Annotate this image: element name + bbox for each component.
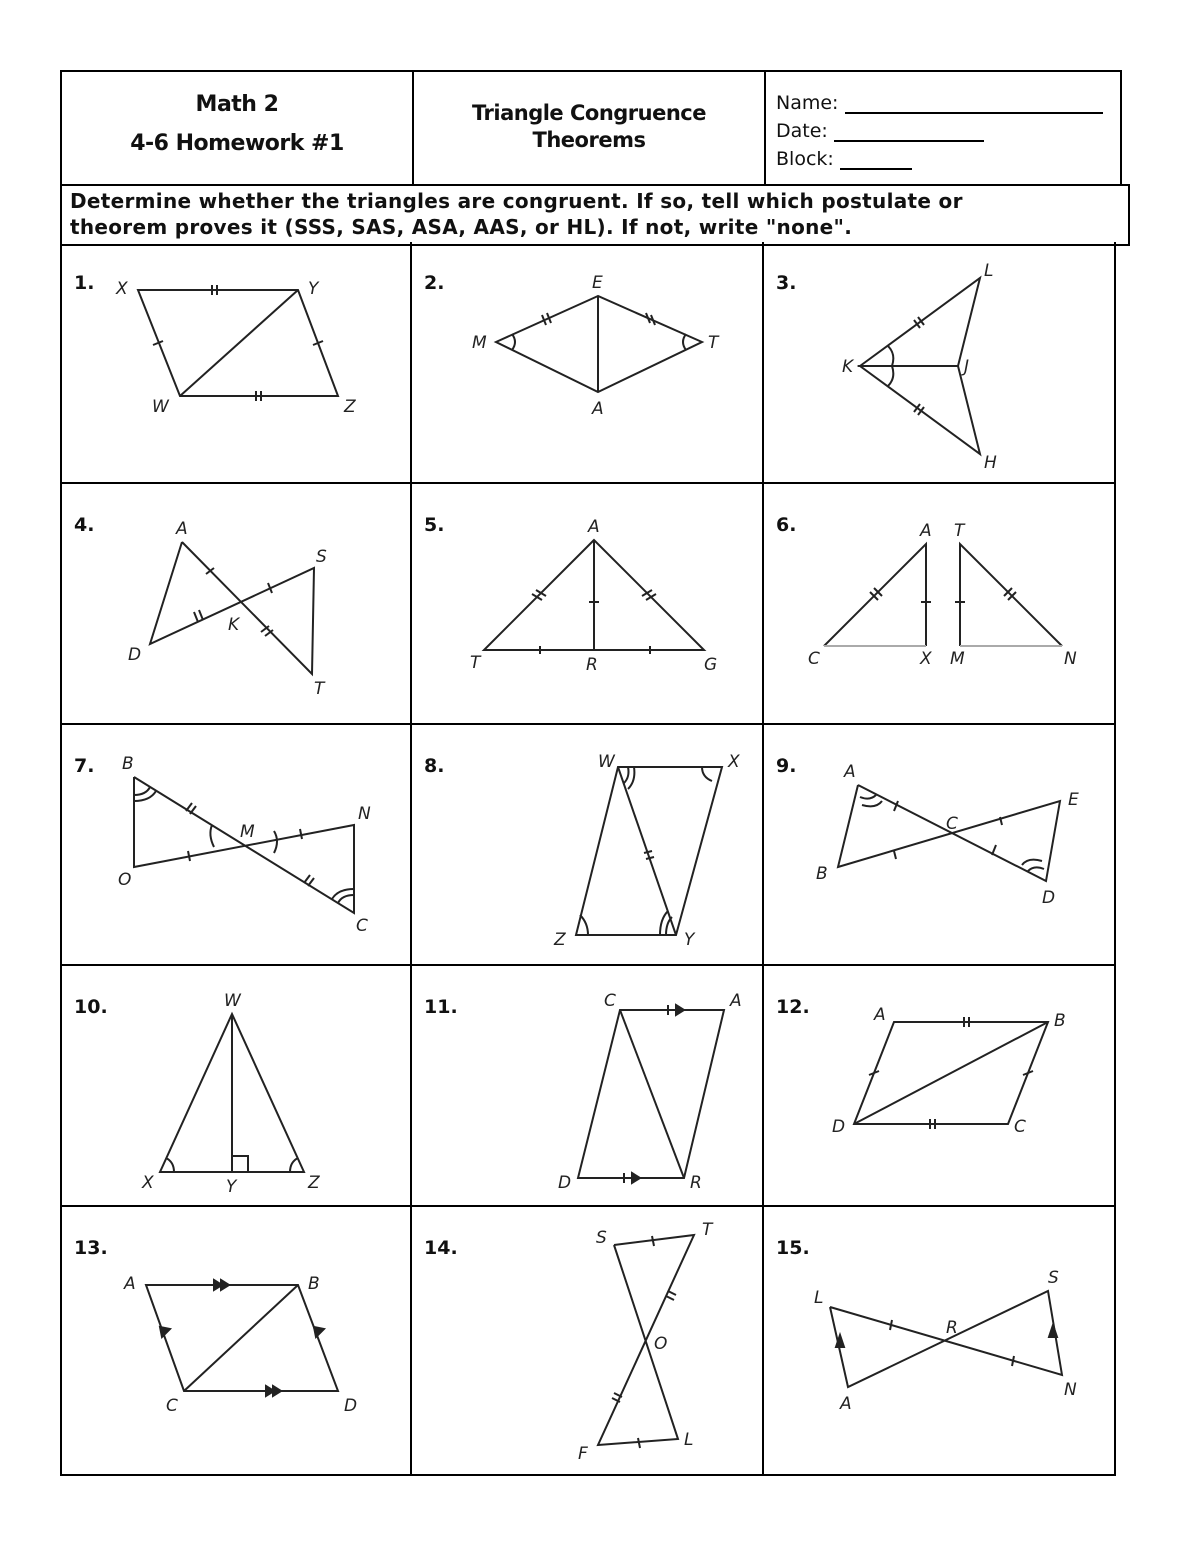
- vertex-label: D: [128, 645, 142, 665]
- vertex-label: C: [604, 991, 616, 1011]
- topic-line-2: Theorems: [532, 128, 646, 152]
- student-info-cell: [766, 72, 1120, 186]
- problem-number: 1.: [74, 272, 95, 294]
- vertex-label: K: [842, 357, 854, 377]
- vertex-label: M: [950, 649, 965, 669]
- vertex-label: L: [684, 1430, 694, 1450]
- date-label: Date:: [776, 120, 828, 142]
- vertex-label: O: [654, 1334, 668, 1354]
- worksheet-header: [60, 70, 1122, 186]
- problem-9: [764, 725, 1116, 966]
- vertex-label: B: [1054, 1011, 1066, 1031]
- diagram-4: [62, 484, 412, 724]
- diagram-14: [412, 1207, 762, 1474]
- problem-number: 5.: [424, 514, 445, 536]
- vertex-label: Z: [308, 1173, 320, 1193]
- vertex-label: T: [708, 333, 719, 353]
- vertex-label: C: [356, 916, 368, 936]
- vertex-label: E: [592, 273, 603, 293]
- vertex-label: R: [946, 1318, 958, 1338]
- vertex-label: M: [240, 822, 255, 842]
- problem-7: [60, 725, 412, 966]
- vertex-label: R: [586, 655, 598, 675]
- vertex-label: T: [470, 653, 481, 673]
- vertex-label: N: [1064, 649, 1077, 669]
- diagram-2: [412, 242, 762, 482]
- vertex-label: A: [176, 519, 188, 539]
- vertex-label: X: [116, 279, 128, 299]
- topic-title: [414, 100, 764, 154]
- block-field[interactable]: [776, 148, 912, 170]
- vertex-label: N: [1064, 1380, 1077, 1400]
- problem-number: 4.: [74, 514, 95, 536]
- vertex-label: D: [1042, 888, 1056, 908]
- course-title: Math 2: [195, 92, 279, 117]
- vertex-label: C: [808, 649, 820, 669]
- vertex-label: D: [344, 1396, 358, 1416]
- vertex-label: C: [166, 1396, 178, 1416]
- problem-number: 6.: [776, 514, 797, 536]
- vertex-label: O: [118, 870, 132, 890]
- vertex-label: A: [874, 1005, 886, 1025]
- problem-number: 10.: [74, 996, 108, 1018]
- problem-12: [764, 966, 1116, 1207]
- diagram-8: [412, 725, 762, 965]
- vertex-label: A: [840, 1394, 852, 1414]
- diagram-11: [412, 966, 762, 1206]
- problem-2: [412, 242, 764, 484]
- diagram-9: [764, 725, 1114, 965]
- problem-number: 7.: [74, 755, 95, 777]
- vertex-label: A: [592, 399, 604, 419]
- vertex-label: A: [730, 991, 742, 1011]
- assignment-title: 4-6 Homework #1: [130, 131, 344, 156]
- problem-grid: [60, 242, 1120, 1476]
- diagram-3: [764, 242, 1114, 482]
- vertex-label: T: [702, 1220, 713, 1240]
- instructions-line-1: Determine whether the triangles are congruent. If so, tell which postulate or: [70, 189, 963, 213]
- diagram-10: [62, 966, 412, 1206]
- problem-6: [764, 484, 1116, 725]
- diagram-13: [62, 1207, 412, 1474]
- diagram-15: [764, 1207, 1114, 1474]
- diagram-12: [764, 966, 1114, 1206]
- vertex-label: W: [598, 752, 615, 772]
- vertex-label: M: [472, 333, 487, 353]
- vertex-label: S: [596, 1228, 607, 1248]
- worksheet: [60, 70, 1120, 1476]
- vertex-label: A: [920, 521, 932, 541]
- name-label: Name:: [776, 92, 839, 114]
- block-blank[interactable]: [840, 152, 912, 170]
- vertex-label: E: [1068, 790, 1079, 810]
- vertex-label: F: [578, 1444, 588, 1464]
- problem-number: 14.: [424, 1237, 458, 1259]
- problem-10: [60, 966, 412, 1207]
- topic-cell: [414, 72, 766, 186]
- topic-line-1: Triangle Congruence: [472, 101, 706, 125]
- diagram-5: [412, 484, 762, 724]
- problem-13: [60, 1207, 412, 1476]
- problem-number: 2.: [424, 272, 445, 294]
- vertex-label: Z: [554, 930, 566, 950]
- vertex-label: X: [728, 752, 740, 772]
- problem-number: 3.: [776, 272, 797, 294]
- block-label: Block:: [776, 148, 834, 170]
- name-field[interactable]: [776, 92, 1103, 114]
- name-blank[interactable]: [845, 96, 1103, 114]
- vertex-label: L: [814, 1288, 824, 1308]
- problem-15: [764, 1207, 1116, 1476]
- problem-number: 9.: [776, 755, 797, 777]
- vertex-label: C: [946, 814, 958, 834]
- vertex-label: B: [816, 864, 828, 884]
- vertex-label: A: [844, 762, 856, 782]
- vertex-label: B: [308, 1274, 320, 1294]
- vertex-label: X: [920, 649, 932, 669]
- diagram-6: [764, 484, 1114, 724]
- problem-5: [412, 484, 764, 725]
- problem-4: [60, 484, 412, 725]
- vertex-label: N: [358, 804, 371, 824]
- vertex-label: S: [316, 547, 327, 567]
- vertex-label: C: [1014, 1117, 1026, 1137]
- vertex-label: W: [152, 397, 169, 417]
- vertex-label: L: [984, 261, 994, 281]
- vertex-label: Y: [684, 930, 695, 950]
- vertex-label: J: [964, 357, 970, 377]
- problem-8: [412, 725, 764, 966]
- vertex-label: A: [588, 517, 600, 537]
- vertex-label: G: [704, 655, 718, 675]
- vertex-label: K: [228, 615, 240, 635]
- vertex-label: T: [314, 679, 325, 699]
- problem-number: 15.: [776, 1237, 810, 1259]
- vertex-label: B: [122, 754, 134, 774]
- diagram-1: [62, 242, 412, 482]
- date-field[interactable]: [776, 120, 984, 142]
- vertex-label: A: [124, 1274, 136, 1294]
- date-blank[interactable]: [834, 124, 984, 142]
- problem-number: 8.: [424, 755, 445, 777]
- vertex-label: H: [984, 453, 997, 473]
- instructions: [60, 184, 1130, 246]
- problem-number: 13.: [74, 1237, 108, 1259]
- problem-14: [412, 1207, 764, 1476]
- problem-number: 11.: [424, 996, 458, 1018]
- vertex-label: D: [832, 1117, 846, 1137]
- instructions-line-2: theorem proves it (SSS, SAS, ASA, AAS, or HL). If not, write "none".: [70, 215, 853, 239]
- vertex-label: D: [558, 1173, 572, 1193]
- problem-11: [412, 966, 764, 1207]
- vertex-label: Y: [308, 279, 319, 299]
- problem-number: 12.: [776, 996, 810, 1018]
- vertex-label: W: [224, 991, 241, 1011]
- problem-1: [60, 242, 412, 484]
- diagram-7: [62, 725, 412, 965]
- vertex-label: Z: [344, 397, 356, 417]
- vertex-label: R: [690, 1173, 702, 1193]
- vertex-label: S: [1048, 1268, 1059, 1288]
- vertex-label: X: [142, 1173, 154, 1193]
- problem-3: [764, 242, 1116, 484]
- vertex-label: T: [954, 521, 965, 541]
- course-cell: [62, 72, 414, 186]
- vertex-label: Y: [226, 1177, 237, 1197]
